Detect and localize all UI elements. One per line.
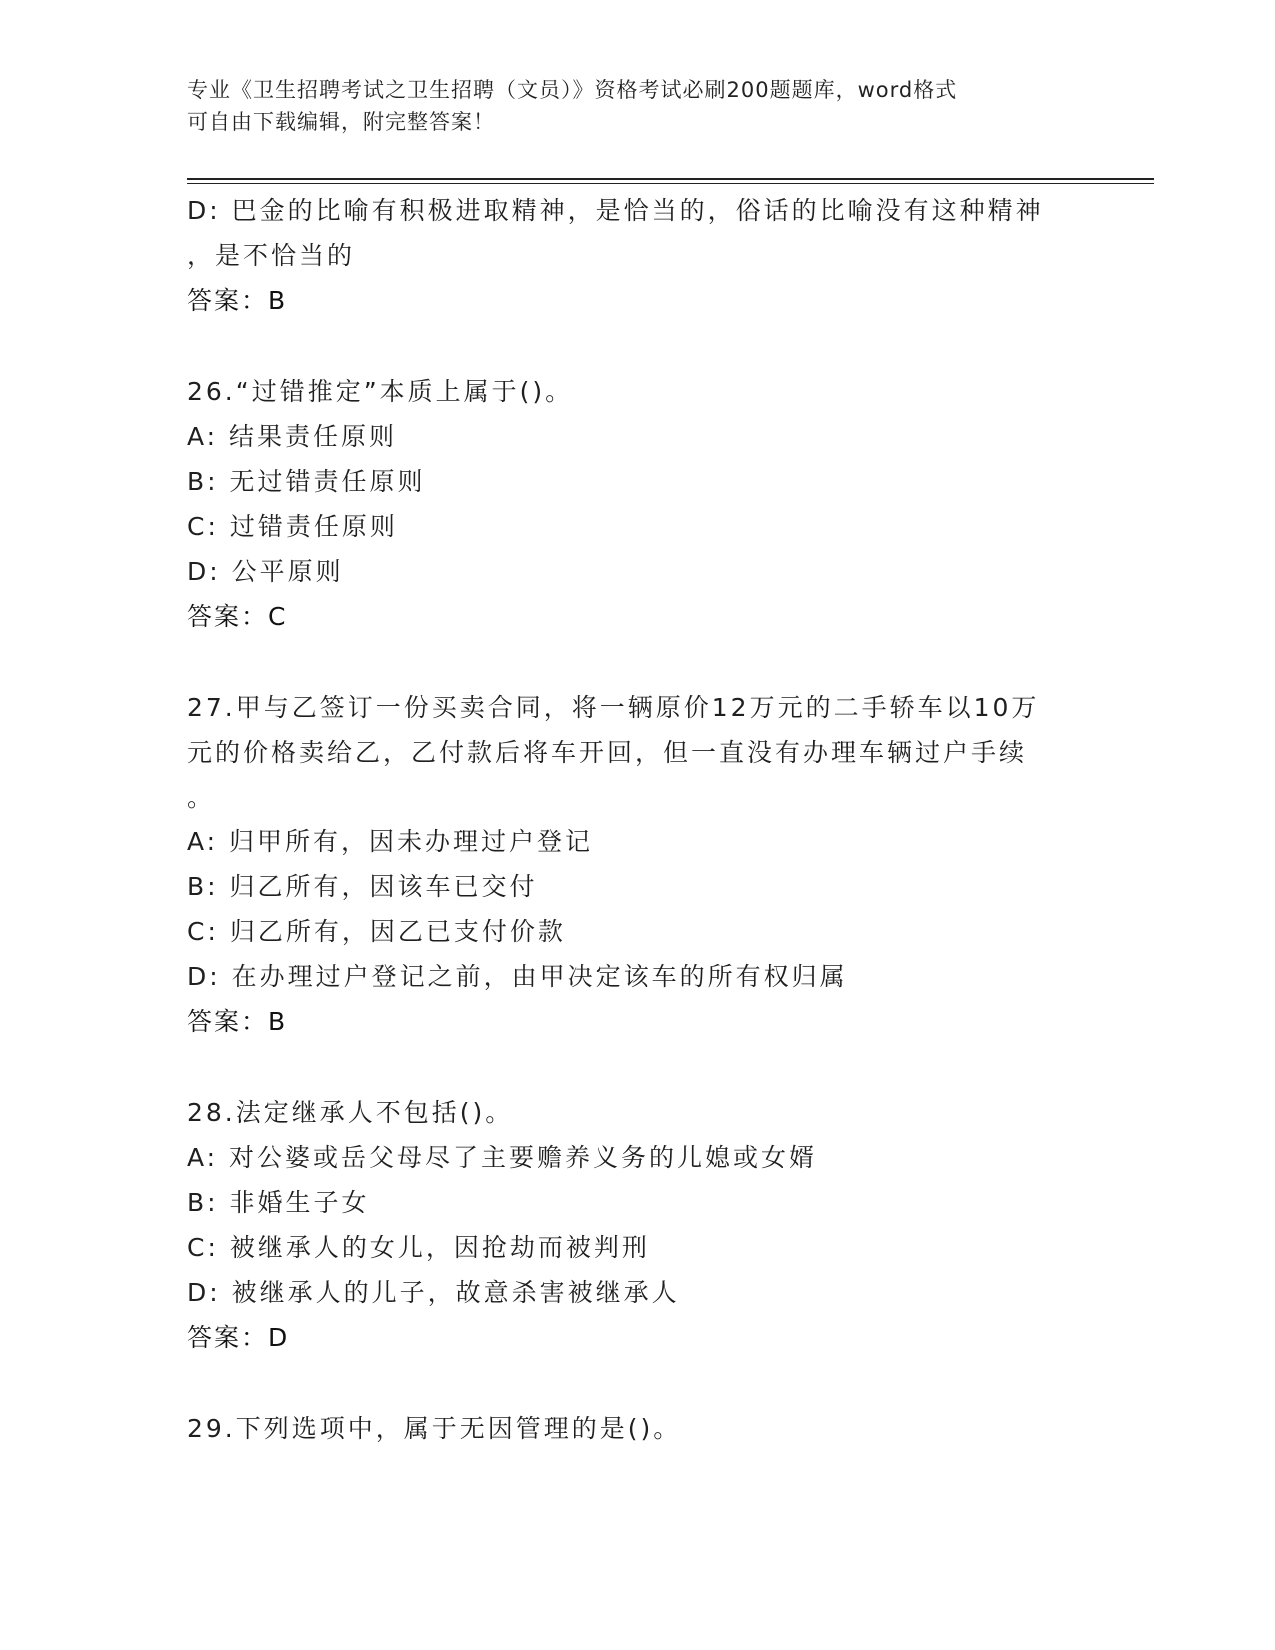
answer-line: 答案：B bbox=[187, 286, 288, 315]
answer-line: 答案：D bbox=[187, 1323, 290, 1352]
option-d: D: 巴金的比喻有积极进取精神，是恰当的，俗话的比喻没有这种精神 bbox=[187, 196, 1044, 225]
question-stem: 27.甲与乙签订一份买卖合同，将一辆原价12万元的二手轿车以10万 bbox=[187, 693, 1040, 722]
document-header bbox=[187, 74, 1087, 138]
option-b: B: 无过错责任原则 bbox=[187, 467, 426, 496]
option-d-continued: ，是不恰当的 bbox=[187, 241, 356, 270]
header-divider-thin bbox=[187, 183, 1154, 184]
option-c: C: 归乙所有，因乙已支付价款 bbox=[187, 917, 566, 946]
header-title-line-1: 专业《卫生招聘考试之卫生招聘（文员）》资格考试必刷200题题库，word格式 bbox=[187, 78, 958, 102]
option-a: A: 对公婆或岳父母尽了主要赡养义务的儿媳或女婿 bbox=[187, 1143, 818, 1172]
option-a: A: 结果责任原则 bbox=[187, 422, 398, 451]
question-27 bbox=[187, 685, 1087, 1045]
option-d: D: 在办理过户登记之前，由甲决定该车的所有权归属 bbox=[187, 962, 848, 991]
option-b: B: 归乙所有，因该车已交付 bbox=[187, 872, 538, 901]
question-list bbox=[187, 188, 1087, 1451]
option-a: A: 归甲所有，因未办理过户登记 bbox=[187, 827, 594, 856]
option-d: D: 被继承人的儿子，故意杀害被继承人 bbox=[187, 1278, 680, 1307]
question-28 bbox=[187, 1090, 1087, 1361]
header-title-line-2: 可自由下载编辑，附完整答案！ bbox=[187, 110, 495, 134]
spacer bbox=[187, 1045, 1087, 1090]
option-c: C: 过错责任原则 bbox=[187, 512, 398, 541]
option-b: B: 非婚生子女 bbox=[187, 1188, 370, 1217]
question-stem: 29.下列选项中，属于无因管理的是()。 bbox=[187, 1414, 682, 1443]
header-divider-thick bbox=[187, 178, 1154, 180]
option-c: C: 被继承人的女儿，因抢劫而被判刑 bbox=[187, 1233, 650, 1262]
question-stem: 26.“过错推定”本质上属于()。 bbox=[187, 377, 574, 406]
answer-line: 答案：B bbox=[187, 1007, 288, 1036]
option-d: D: 公平原则 bbox=[187, 557, 344, 586]
question-26 bbox=[187, 369, 1087, 640]
spacer bbox=[187, 1361, 1087, 1406]
question-stem: 28.法定继承人不包括()。 bbox=[187, 1098, 514, 1127]
question-29 bbox=[187, 1406, 1087, 1451]
spacer bbox=[187, 324, 1087, 369]
answer-line: 答案：C bbox=[187, 602, 288, 631]
question-stem-continued: 元的价格卖给乙，乙付款后将车开回，但一直没有办理车辆过户手续 bbox=[187, 738, 1028, 767]
question-25-tail bbox=[187, 188, 1087, 324]
spacer bbox=[187, 640, 1087, 685]
question-stem-continued: 。 bbox=[187, 783, 216, 812]
